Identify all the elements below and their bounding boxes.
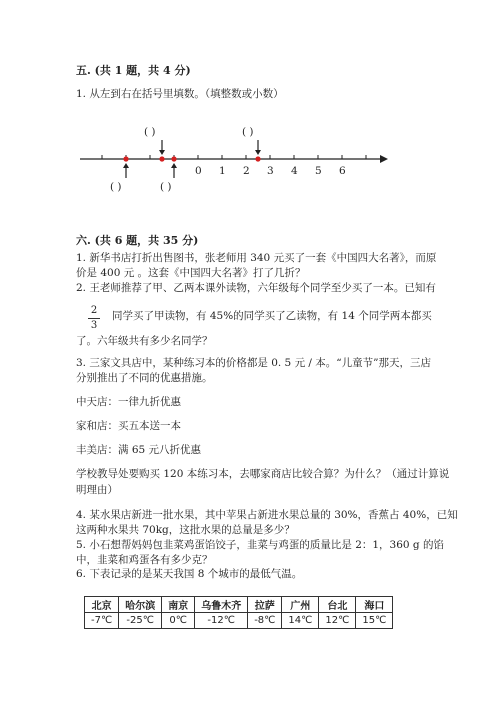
question-6-3-line4: 明理由） <box>76 484 118 496</box>
tick-label-2: 2 <box>243 165 250 177</box>
bottom-bracket-1: ( ) <box>110 181 122 193</box>
table-cell-temp: 14℃ <box>282 613 319 629</box>
table-cell-temp: 0℃ <box>162 613 195 629</box>
tick-label-3: 3 <box>267 165 274 177</box>
fraction-denominator: 3 <box>90 320 98 331</box>
tick-label-6: 6 <box>339 165 346 177</box>
table-cell-temp: -7℃ <box>85 613 119 629</box>
top-bracket-2: ( ) <box>242 126 254 138</box>
fraction-two-thirds <box>88 305 100 332</box>
up-arrow-head <box>171 163 177 168</box>
question-6-1-line1: 1. 新华书店打折出售图书，张老师用 340 元买了一套《中国四大名著》，而原 <box>76 252 437 264</box>
question-6-3-line2: 分别推出了不同的优惠措施。 <box>76 372 213 384</box>
question-6-1-line2: 价是 400 元 。这套《中国四大名著》打了几折？ <box>76 267 306 279</box>
fraction-numerator: 2 <box>90 305 98 316</box>
temperature-table <box>84 596 393 629</box>
table-cell-temp: -12℃ <box>195 613 248 629</box>
table-cell-temp: 15℃ <box>356 613 393 629</box>
red-marker <box>159 156 164 161</box>
down-arrow-head <box>159 150 165 155</box>
question-6-2-line1: 2. 王老师推荐了甲、乙两本课外读物，六年级每个同学至少买了一本。已知有 <box>76 282 436 294</box>
table-row <box>85 597 393 613</box>
top-bracket-1: ( ) <box>144 126 156 138</box>
question-6-5-line2: 中，韭菜和鸡蛋各有多少克？ <box>76 554 213 566</box>
section6-title: 六. (共 6 题，共 35 分) <box>76 234 199 247</box>
up-arrow-head <box>123 163 129 168</box>
question-6-3-line3: 学校教导处要购买 120 本练习本，去哪家商店比较合算？为什么？（通过计算说 <box>76 468 450 480</box>
bottom-bracket-2: ( ) <box>160 181 172 193</box>
question-6-4-line2: 这两种水果共 70kg，这批水果的总量是多少？ <box>76 524 295 536</box>
down-arrow-head <box>255 150 261 155</box>
table-cell-city: 南京 <box>162 597 195 613</box>
question-5-1: 1. 从左到右在括号里填数。（填整数或小数） <box>76 88 284 100</box>
question-6-4-line1: 4. 某水果店新进一批水果，其中苹果占新进水果总量的 30%，香蕉占 40%，已知 <box>76 509 458 521</box>
question-6-3-line1: 3. 三家文具店中，某种练习本的价格都是 0. 5 元 / 本。“儿童节”那天，三店 <box>76 357 432 369</box>
table-cell-city: 海口 <box>356 597 393 613</box>
table-cell-city: 拉萨 <box>248 597 282 613</box>
table-row <box>85 613 393 629</box>
store-option-3: 丰美店：满 65 元八折优惠 <box>76 444 202 456</box>
fraction-bar <box>88 318 100 319</box>
table-cell-city: 台北 <box>319 597 356 613</box>
red-marker <box>171 156 176 161</box>
table-cell-temp: -8℃ <box>248 613 282 629</box>
number-line-arrow <box>380 155 388 163</box>
store-option-1: 中天店：一律九折优惠 <box>76 396 181 408</box>
tick-label-0: 0 <box>195 165 202 177</box>
table-cell-city: 广州 <box>282 597 319 613</box>
table-cell-city: 哈尔滨 <box>119 597 162 613</box>
question-6-2-line3: 了。六年级共有多少名同学？ <box>76 335 213 347</box>
table-cell-temp: 12℃ <box>319 613 356 629</box>
section5-title: 五. (共 1 题，共 4 分) <box>76 64 191 77</box>
question-6-6-line1: 6. 下表记录的是某天我国 8 个城市的最低气温。 <box>76 568 303 580</box>
tick-label-5: 5 <box>315 165 322 177</box>
tick-label-1: 1 <box>219 165 226 177</box>
question-6-5-line1: 5. 小石想帮妈妈包韭菜鸡蛋馅饺子，韭菜与鸡蛋的质量比是 2：1，360 g 的馅 <box>76 539 444 551</box>
tick-label-4: 4 <box>291 165 298 177</box>
table-cell-city: 乌鲁木齐 <box>195 597 248 613</box>
table-cell-temp: -25℃ <box>119 613 162 629</box>
red-marker <box>255 156 260 161</box>
question-6-2-line2: 同学买了甲读物，有 45%的同学买了乙读物，有 14 个同学两本都买 <box>112 310 432 322</box>
red-marker <box>123 156 128 161</box>
store-option-2: 家和店：买五本送一本 <box>76 420 181 432</box>
table-cell-city: 北京 <box>85 597 119 613</box>
